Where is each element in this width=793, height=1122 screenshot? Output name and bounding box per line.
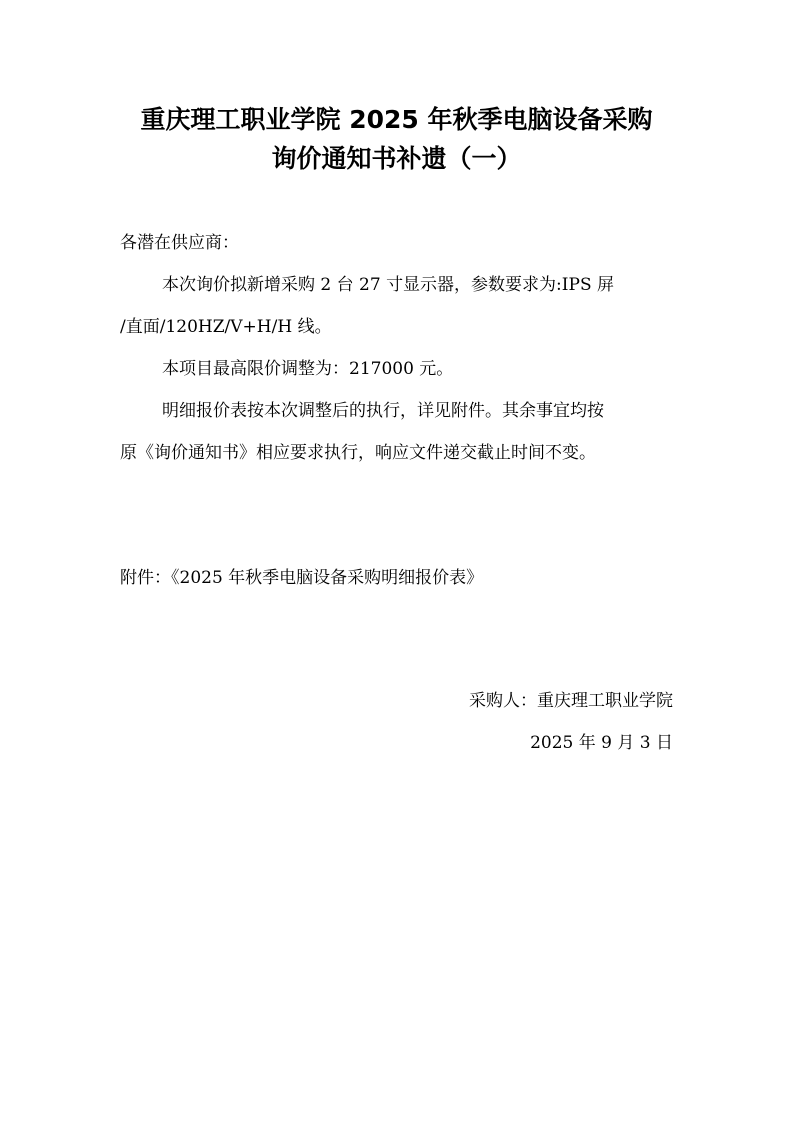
purchaser-signature: 采购人：重庆理工职业学院 <box>469 691 673 711</box>
paragraph-1-line-1: 本次询价拟新增采购 2 台 27 寸显示器，参数要求为:IPS 屏 <box>162 275 614 295</box>
paragraph-2: 本项目最高限价调整为：217000 元。 <box>162 359 454 379</box>
paragraph-3-line-1: 明细报价表按本次调整后的执行，详见附件。其余事宜均按 <box>162 401 604 421</box>
attachment-note: 附件：《2025 年秋季电脑设备采购明细报价表》 <box>120 568 484 588</box>
paragraph-3-line-2: 原《询价通知书》相应要求执行，响应文件递交截止时间不变。 <box>120 443 596 463</box>
document-title-line2: 询价通知书补遗（一） <box>271 144 522 173</box>
issue-date: 2025 年 9 月 3 日 <box>530 733 673 753</box>
paragraph-1-line-2: /直面/120HZ/V+H/H 线。 <box>120 317 332 337</box>
document-title-line1: 重庆理工职业学院 2025 年秋季电脑设备采购 <box>140 105 653 134</box>
salutation: 各潜在供应商： <box>120 233 239 253</box>
